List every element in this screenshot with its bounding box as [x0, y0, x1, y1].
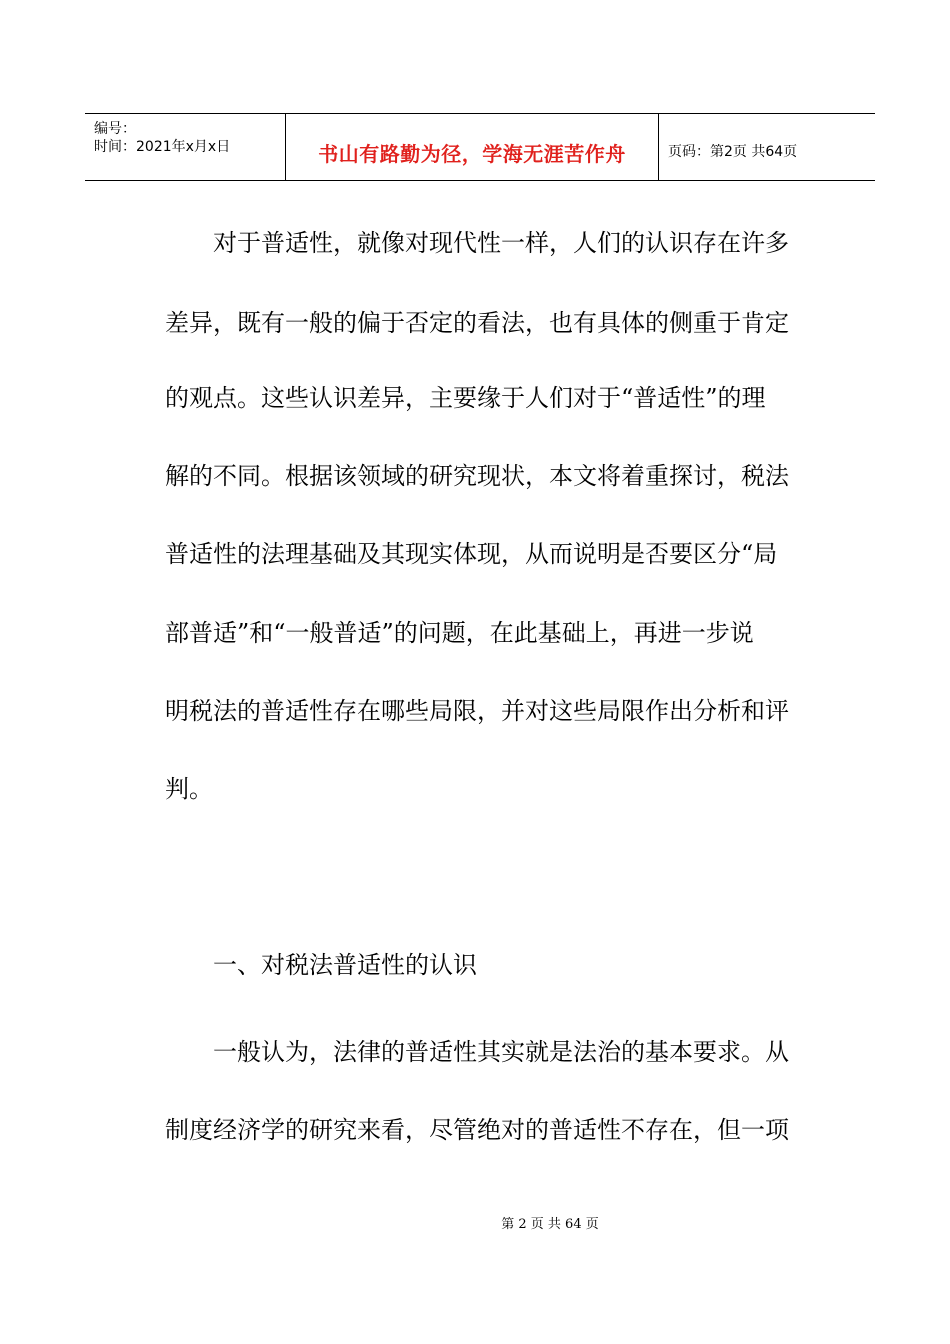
body-line-4: 解的不同。根据该领域的研究现状，本文将着重探讨，税法: [165, 462, 789, 490]
body-line-10: 制度经济学的研究来看，尽管绝对的普适性不存在，但一项: [165, 1116, 789, 1144]
header-page-cell: [659, 114, 875, 180]
section-heading: 一、对税法普适性的认识: [165, 951, 477, 979]
body-line-8: 判。: [165, 775, 213, 803]
body-line-7: 明税法的普适性存在哪些局限，并对这些局限作出分析和评: [165, 697, 789, 725]
body-line-1: 对于普适性，就像对现代性一样，人们的认识存在许多: [165, 229, 789, 257]
body-line-5: 普适性的法理基础及其现实体现，从而说明是否要区分“局: [165, 540, 778, 568]
document-header: [85, 113, 875, 181]
body-line-6: 部普适”和“一般普适”的问题，在此基础上，再进一步说: [165, 619, 754, 647]
header-page-info: 页码：第2页 共64页: [668, 144, 798, 160]
page-footer: 第 2 页 共 64 页: [501, 1217, 599, 1232]
date-label: 时间：2021年x月x日: [94, 139, 231, 155]
body-line-2: 差异，既有一般的偏于否定的看法，也有具体的侧重于肯定: [165, 309, 789, 337]
body-line-3: 的观点。这些认识差异，主要缘于人们对于“普适性”的理: [165, 384, 766, 412]
body-line-9: 一般认为，法律的普适性其实就是法治的基本要求。从: [165, 1038, 789, 1066]
serial-number-label: 编号：: [94, 121, 136, 137]
motto-text: 书山有路勤为径，学海无涯苦作舟: [318, 142, 626, 166]
header-motto-cell: [285, 114, 659, 180]
header-meta-cell: [85, 114, 285, 180]
